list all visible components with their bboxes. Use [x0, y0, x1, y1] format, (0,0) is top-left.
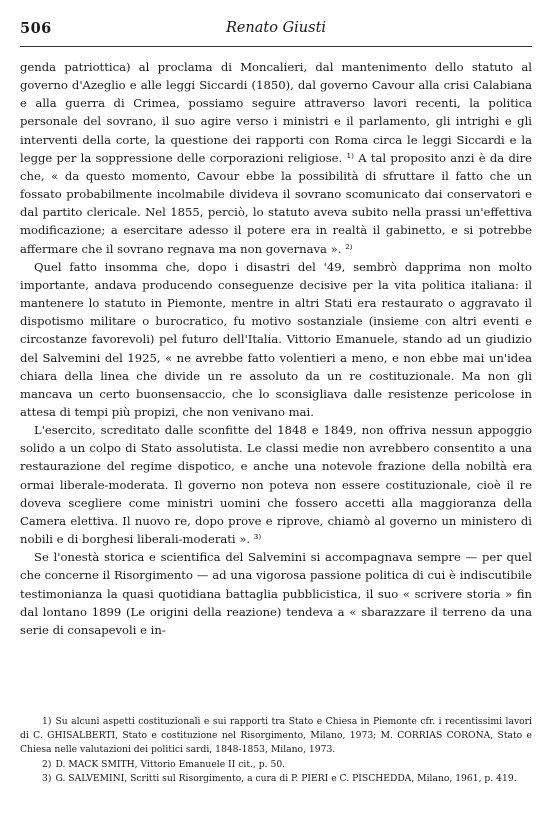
- page-header: [20, 18, 532, 42]
- footnote-number: 2): [42, 758, 52, 770]
- footnote-text: Su alcuni aspetti costituzionali e sui rapporti tra Stato e Chiesa in Piemonte cfr. i recentissimi lavori di C. GHISALBERTI, Stato e costituzione nel Risorgimento, Milano, 1973; M. CORRIAS CORONA, Stato e Chiesa nelle valutazioni dei politici sardi, 1848-1853, Milano, 1973.: [20, 716, 532, 756]
- paragraph: genda patriottica) al proclama di Moncalieri, dal mantenimento dello statuto al governo d'Azeglio e alle leggi Siccardi (1850), dal governo Cavour alla crisi Calabiana e alla guerra di Crimea, possiamo seguire attraverso lavori recenti, la politica personale del sovrano, il suo agire verso i ministri e il parlamento, gli intrighi e gli interventi della corte, la questione dei rapporti con Roma circa le leggi Siccardi e la legge per la soppressione delle corporazioni religiose. ¹⁾ A tal proposito anzi è da dire che, « da questo momento, Cavour ebbe la possibilità di sfruttare il fatto che un fossato probabilmente incolmabile divideva il sovrano scomunicato dai conservatori e dal partito clericale. Nel 1855, perciò, lo statuto aveva subito nella prassi un'effettiva modificazione; a esercitare adesso il potere era in realtà il gabinetto, e si potrebbe affermare che il sovrano regnava ma non governava ». ²⁾: [20, 60, 532, 256]
- paragraph: Se l'onestà storica e scientifica del Salvemini si accompagnava sempre — per quel che concerne il Risorgimento — ad una vigorosa passione politica di cui è indiscutibile testimonianza la quasi quotidiana battaglia pubblicistica, il suo « scrivere storia » fin dal lontano 1899 (Le origini della reazione) tendeva a « sbarazzare il terreno da una serie di consapevoli e in-: [20, 550, 532, 637]
- paragraph: L'esercito, screditato dalle sconfitte del 1848 e 1849, non offriva nessun appoggio solido a un colpo di Stato assolutista. Le classi medie non avrebbero consentito a una restaurazione del regime dispotico, e anche una notevole frazione della nobiltà era ormai liberale-moderata. Il governo non poteva non essere costituzionale, cioè il re doveva scegliere come ministri uomini che fossero accetti alla maggioranza della Camera elettiva. Il nuovo re, dopo prove e riprove, chiamò al governo un ministero di nobili e di borghesi liberali-moderati ». ³⁾: [20, 423, 532, 547]
- running-head: Renato Giusti: [225, 20, 327, 36]
- footnote-number: 3): [42, 772, 52, 784]
- paragraph: Quel fatto insomma che, dopo i disastri del '49, sembrò dapprima non molto importante, andava producendo conseguenze decisive per la vita politica italiana: il mantenere lo statuto in Piemonte, mentre in altri Stati era restaurato o aggravato il dispotismo militare o burocratico, fu motivo sostanziale (insieme con altri eventi e circostanze favorevoli) pel futuro dell'Italia. Vittorio Emanuele, stando ad un giudizio del Salvemini del 1925, « ne avrebbe fatto volentieri a meno, e non ebbe mai un'idea chiara della linea che divide un re assoluto da un re costituzionale. Ma non gli mancava un certo buonsensaccio, che lo sconsigliava dalle resistenze pericolose in attesa di tempi più propizi, che non venivano mai.: [20, 259, 532, 419]
- footnote-text: G. SALVEMINI, Scritti sul Risorgimento, a cura di P. PIERI e C. PISCHEDDA, Milano, 1961, p. 419.: [55, 772, 517, 784]
- page-number: 506: [20, 20, 52, 37]
- footnote: [20, 715, 532, 758]
- header-rule: [20, 46, 532, 47]
- footnotes: [20, 715, 532, 786]
- main-text: [20, 58, 532, 639]
- footnote-number: 1): [42, 716, 52, 727]
- footnote-text: D. MACK SMITH, Vittorio Emanuele II cit., p. 50.: [55, 758, 286, 770]
- footnote: [20, 758, 532, 772]
- footnote: [20, 772, 532, 786]
